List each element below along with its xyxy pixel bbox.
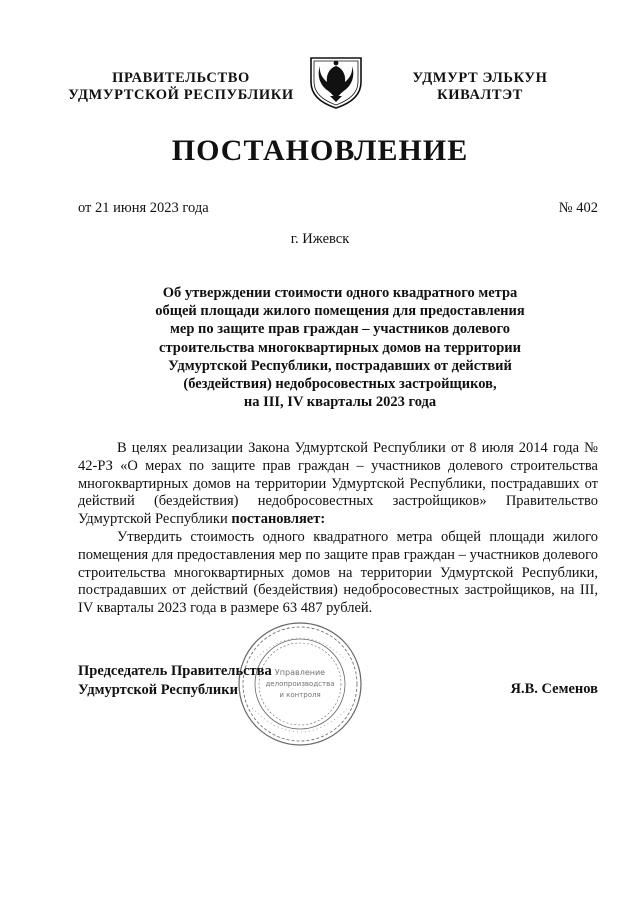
subject-line: мер по защите прав граждан – участников долевого [170, 321, 510, 338]
document-number: № 402 [558, 200, 598, 216]
signatory-position-line-1: Председатель Правительства [78, 663, 272, 679]
resolution-colon: : [320, 511, 326, 528]
subject-line: строительства многоквартирных домов на территории [159, 339, 521, 356]
document-subject [140, 284, 540, 411]
subject-line: на III, IV кварталы 2023 года [243, 394, 437, 411]
document-city: г. Ижевск [290, 231, 350, 247]
subject-line: Об утверждении стоимости одного квадратного метра [162, 285, 518, 301]
subject-line: Удмуртской Республики, пострадавших от действий [168, 357, 512, 374]
stamp-line-3: и контроля [279, 691, 321, 699]
signatory-position [78, 662, 272, 699]
subject-line: (бездействия) недобросовестных застройщиков, [183, 376, 497, 393]
stamp-line-1: Управление [274, 668, 326, 677]
document-date: от 21 июня 2023 года [78, 200, 209, 216]
document-body [78, 440, 598, 618]
issuer-name-udmurt [395, 70, 565, 104]
preamble-text: В целях реализации Закона Удмуртской Республики от 8 июля 2014 года № 42-РЗ «О мерах по защите прав граждан – участников долевого строительства многоквартирных домов на территории Удмуртской Республики, пострадавших от действий (бездействия) недобросовестных застройщиков» Правительство Удмуртской Республики [78, 440, 598, 528]
preamble-paragraph [78, 440, 598, 529]
resolution-paragraph: Утвердить стоимость одного квадратного метра общей площади жилого помещения для предоставления мер по защите прав граждан – участников долевого строительства многоквартирных домов на территории Удмуртской Республики, пострадавших от действий (бездействия) недобросовестных застройщиков, на III, IV кварталы 2023 года в размере 63 487 рублей. [78, 528, 598, 617]
issuer-udmurt-line-2: КИВАЛТЭТ [437, 87, 523, 103]
issuer-udmurt-line-1: УДМУРТ ЭЛЬКУН [412, 70, 548, 86]
document-title: ПОСТАНОВЛЕНИЕ [171, 134, 469, 167]
issuer-line-1: ПРАВИТЕЛЬСТВО [112, 70, 250, 86]
issuer-line-2: УДМУРТСКОЙ РЕСПУБЛИКИ [68, 87, 294, 103]
coat-of-arms-icon [305, 52, 367, 110]
signatory-name: Я.В. Семенов [510, 681, 598, 697]
issuer-name-russian [62, 70, 300, 104]
subject-line: общей площади жилого помещения для предоставления [155, 303, 525, 320]
resolution-keyword: постановляет [231, 511, 321, 528]
stamp-line-2: делопроизводства [265, 680, 335, 688]
signatory-position-line-2: Удмуртской Республики [78, 681, 238, 698]
